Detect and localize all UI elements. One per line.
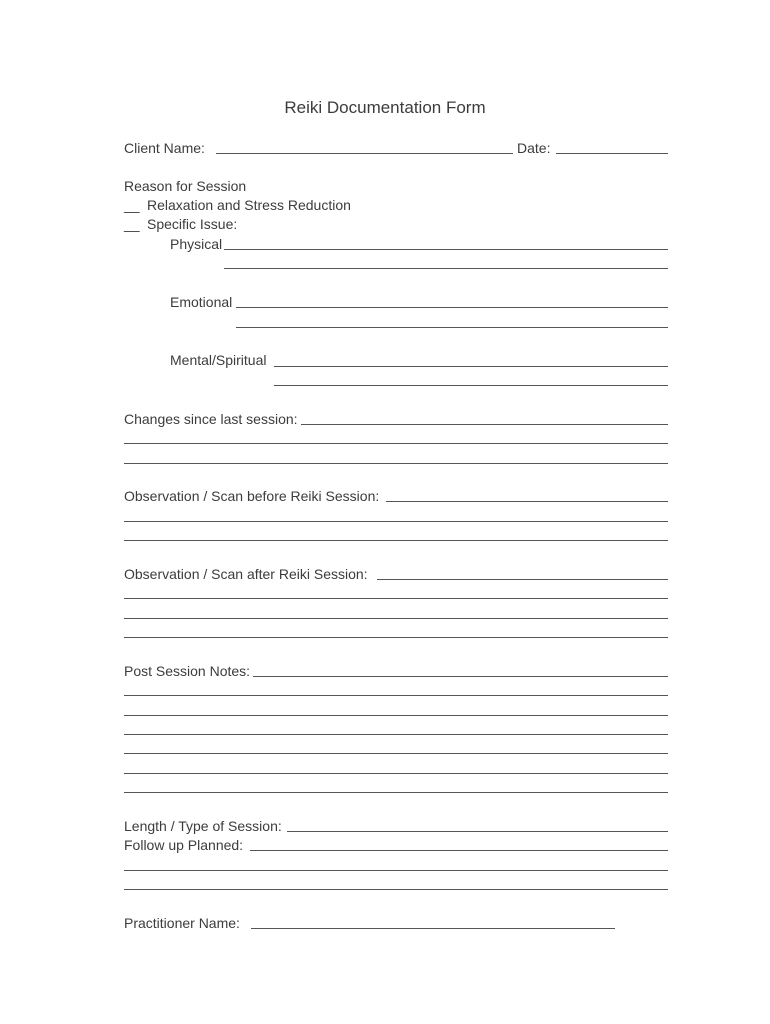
follow-up-field-line-2[interactable] (124, 870, 668, 871)
emotional-field-line-1[interactable] (236, 307, 668, 308)
post-notes-field-line-1[interactable] (253, 676, 668, 677)
client-name-field[interactable] (216, 153, 513, 154)
relaxation-checkbox-blank[interactable]: __ (124, 197, 140, 213)
observation-before-field-line-1[interactable] (386, 501, 668, 502)
post-notes-field-line-2[interactable] (124, 695, 668, 696)
changes-field-line-3[interactable] (124, 463, 668, 464)
physical-label: Physical (170, 236, 223, 252)
changes-label: Changes since last session: (124, 411, 298, 427)
observation-before-field-line-2[interactable] (124, 521, 668, 522)
changes-field-line-1[interactable] (301, 424, 668, 425)
emotional-label: Emotional (170, 294, 233, 310)
observation-before-field-line-3[interactable] (124, 540, 668, 541)
date-field[interactable] (556, 153, 668, 154)
length-type-field[interactable] (287, 831, 668, 832)
mental-spiritual-field-line-1[interactable] (274, 366, 668, 367)
form-title: Reiki Documentation Form (284, 98, 486, 117)
observation-before-label: Observation / Scan before Reiki Session: (124, 488, 380, 504)
emotional-field-line-2[interactable] (236, 327, 668, 328)
observation-after-field-line-3[interactable] (124, 618, 668, 619)
client-name-label: Client Name: (124, 140, 205, 156)
changes-field-line-2[interactable] (124, 443, 668, 444)
post-notes-field-line-6[interactable] (124, 773, 668, 774)
length-type-label: Length / Type of Session: (124, 818, 282, 834)
follow-up-field-line-3[interactable] (124, 889, 668, 890)
date-label: Date: (517, 140, 551, 156)
physical-field-line-1[interactable] (224, 249, 668, 250)
practitioner-label: Practitioner Name: (124, 915, 240, 931)
specific-issue-option-label: Specific Issue: (147, 216, 238, 232)
follow-up-field-line-1[interactable] (250, 850, 668, 851)
mental-spiritual-label: Mental/Spiritual (170, 352, 267, 368)
follow-up-label: Follow up Planned: (124, 837, 244, 853)
observation-after-field-line-2[interactable] (124, 598, 668, 599)
observation-after-field-line-4[interactable] (124, 637, 668, 638)
reason-heading: Reason for Session (124, 178, 247, 194)
physical-field-line-2[interactable] (224, 268, 668, 269)
specific-issue-checkbox-blank[interactable]: __ (124, 216, 140, 232)
post-notes-field-line-3[interactable] (124, 715, 668, 716)
practitioner-field[interactable] (251, 928, 615, 929)
relaxation-option-label: Relaxation and Stress Reduction (147, 197, 351, 213)
post-notes-field-line-4[interactable] (124, 734, 668, 735)
observation-after-field-line-1[interactable] (377, 579, 668, 580)
post-notes-field-line-5[interactable] (124, 753, 668, 754)
mental-spiritual-field-line-2[interactable] (274, 385, 668, 386)
observation-after-label: Observation / Scan after Reiki Session: (124, 566, 368, 582)
post-notes-field-line-7[interactable] (124, 792, 668, 793)
post-notes-label: Post Session Notes: (124, 663, 251, 679)
